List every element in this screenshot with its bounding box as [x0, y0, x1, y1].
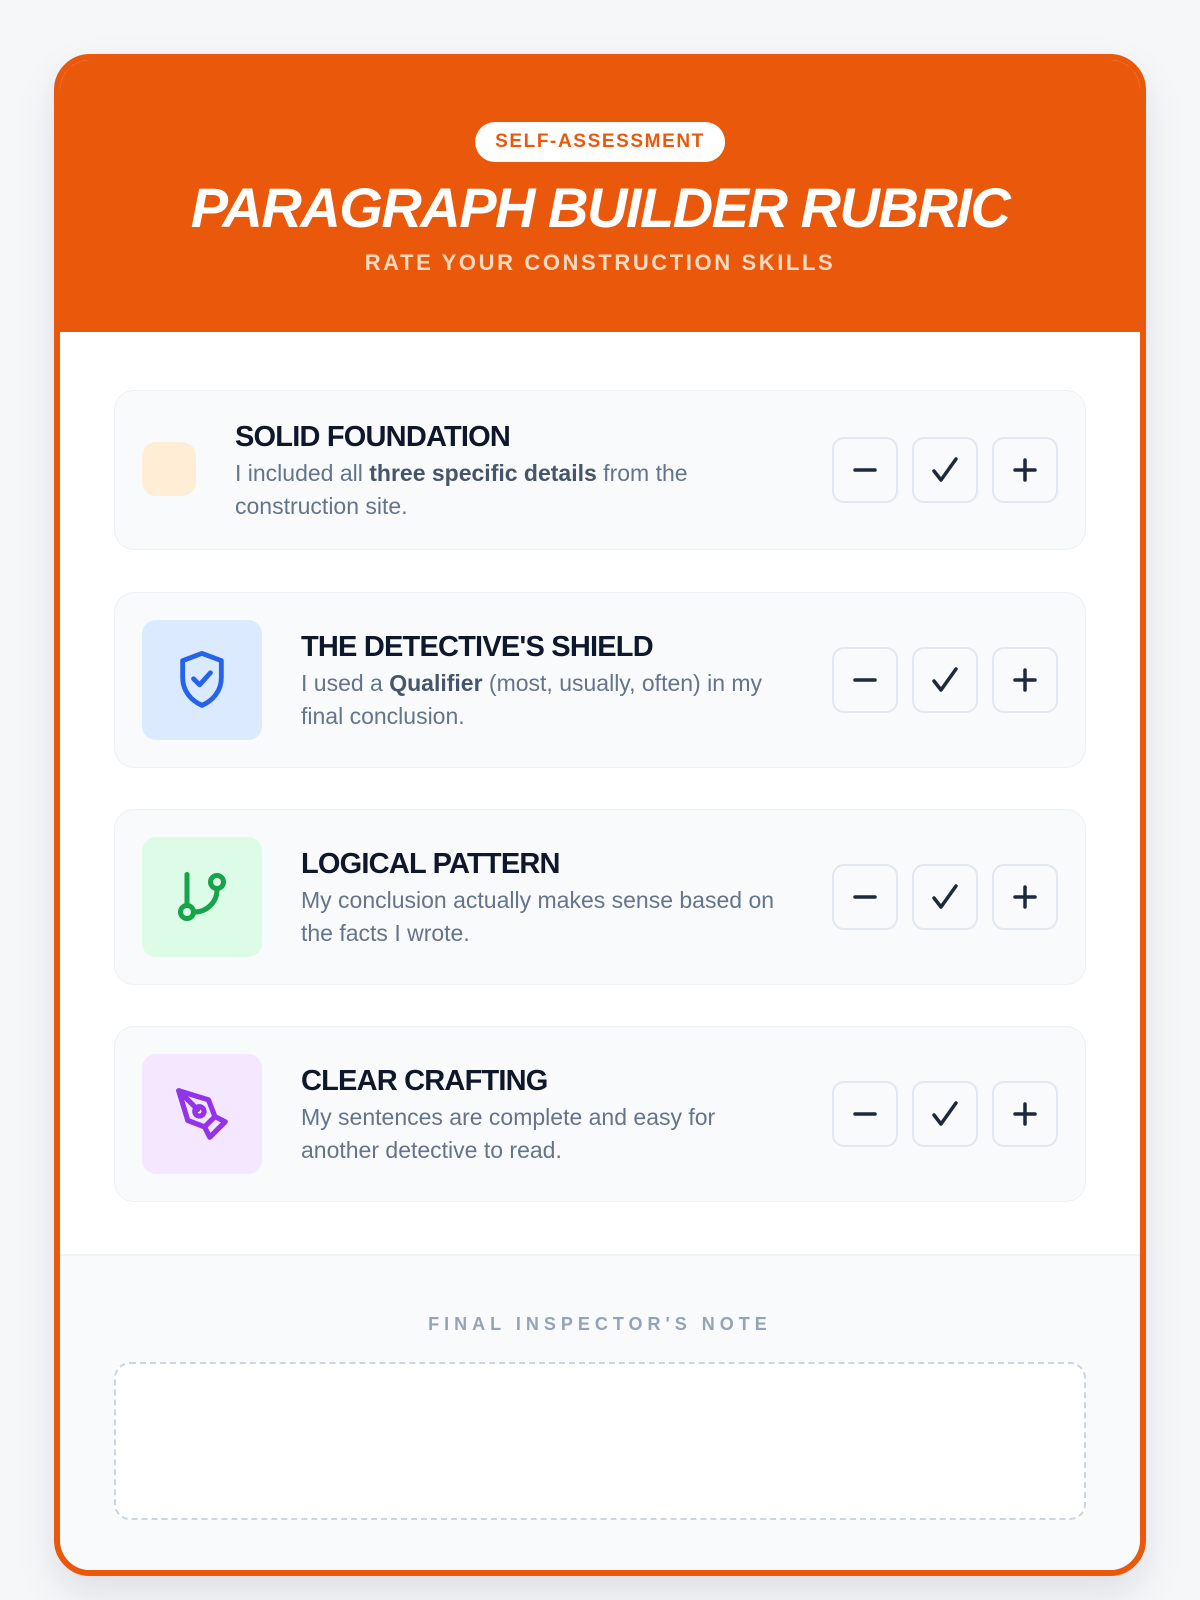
plus-icon [1011, 1100, 1039, 1128]
self-assessment-badge: SELF-ASSESSMENT [475, 122, 725, 162]
blank-icon [142, 442, 196, 496]
note-label: FINAL INSPECTOR'S NOTE [428, 1314, 772, 1334]
criterion-description: I used a Qualifier (most, usually, often) in my final conclusion. [301, 670, 763, 729]
plus-button[interactable] [992, 864, 1058, 930]
minus-icon [851, 456, 879, 484]
check-button[interactable] [912, 647, 978, 713]
plus-button[interactable] [992, 1081, 1058, 1147]
criterion-description: I included all three specific details from the construction site. [235, 460, 688, 519]
minus-button[interactable] [832, 647, 898, 713]
rating-buttons [832, 864, 1058, 930]
plus-button[interactable] [992, 647, 1058, 713]
plus-icon [1011, 456, 1039, 484]
page-title: PARAGRAPH BUILDER RUBRIC [190, 176, 1010, 239]
inspector-note-input[interactable] [114, 1362, 1086, 1520]
git-branch-icon [172, 867, 232, 927]
check-icon [929, 1098, 961, 1130]
criterion-title: CLEAR CRAFTING [301, 1065, 548, 1097]
criterion-solid-foundation [114, 390, 1086, 550]
minus-icon [851, 883, 879, 911]
criterion-title: LOGICAL PATTERN [301, 848, 560, 880]
rubric-header [60, 60, 1140, 332]
rubric-card [54, 54, 1146, 1576]
plus-icon [1011, 666, 1039, 694]
rating-buttons [832, 1081, 1058, 1147]
criterion-description: My conclusion actually makes sense based on the facts I wrote. [301, 887, 775, 946]
criterion-description: My sentences are complete and easy for another detective to read. [301, 1104, 716, 1163]
criterion-logical-pattern [114, 809, 1086, 985]
check-icon [929, 454, 961, 486]
check-icon [929, 881, 961, 913]
page-subtitle: RATE YOUR CONSTRUCTION SKILLS [364, 250, 836, 275]
plus-button[interactable] [992, 437, 1058, 503]
pen-tool-icon [171, 1083, 233, 1145]
criterion-title: SOLID FOUNDATION [235, 421, 511, 453]
check-button[interactable] [912, 1081, 978, 1147]
check-button[interactable] [912, 437, 978, 503]
check-icon [929, 664, 961, 696]
inspector-note-section [60, 1254, 1140, 1570]
plus-icon [1011, 883, 1039, 911]
minus-icon [851, 1100, 879, 1128]
criterion-clear-crafting [114, 1026, 1086, 1202]
minus-icon [851, 666, 879, 694]
criterion-title: THE DETECTIVE'S SHIELD [301, 631, 653, 663]
criterion-detectives-shield [114, 592, 1086, 768]
minus-button[interactable] [832, 437, 898, 503]
rating-buttons [832, 647, 1058, 713]
minus-button[interactable] [832, 864, 898, 930]
minus-button[interactable] [832, 1081, 898, 1147]
shield-check-icon [173, 648, 231, 712]
check-button[interactable] [912, 864, 978, 930]
rating-buttons [832, 437, 1058, 503]
